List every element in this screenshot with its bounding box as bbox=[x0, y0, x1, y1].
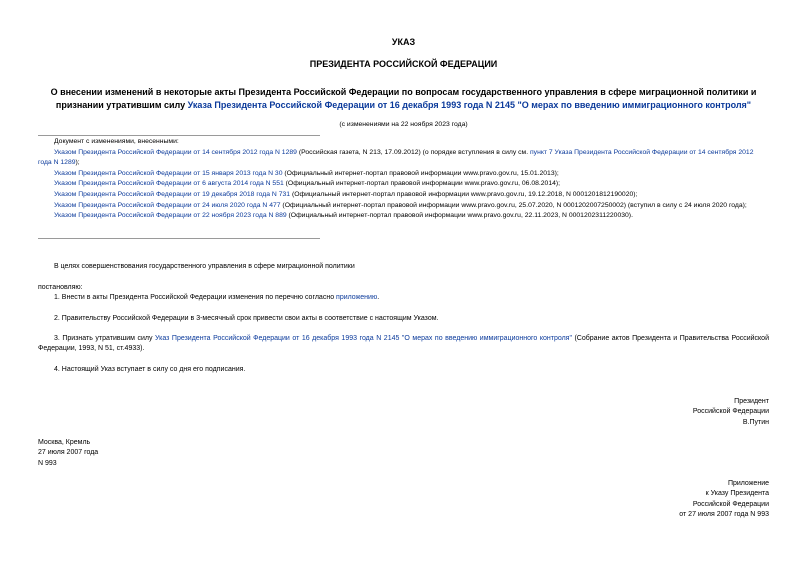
change-item: Указом Президента Российской Федерации от 22 ноября 2023 года N 889 (Официальный интернет-портал правовой информации www.pravo.gov.ru, 22.11.2023, N 0001202311220030). bbox=[54, 212, 633, 220]
appendix-ref-3: от 27 июля 2007 года N 993 bbox=[679, 511, 769, 519]
document-heading-issuer: ПРЕЗИДЕНТА РОССИЙСКОЙ ФЕДЕРАЦИИ bbox=[309, 59, 498, 69]
appendix-ref-2: Российской Федерации bbox=[692, 500, 769, 508]
paragraph-4: 4. Настоящий Указ вступает в силу со дня его подписания. bbox=[54, 366, 246, 373]
change-link[interactable]: Указом Президента Российской Федерации от 24 июля 2020 года N 477 bbox=[54, 201, 281, 209]
divider-bottom bbox=[38, 238, 320, 239]
change-link[interactable]: Указом Президента Российской Федерации от 19 декабря 2018 года N 731 bbox=[54, 190, 291, 198]
document-subject-text: О внесении изменений в некоторые акты Президента Российской Федерации по вопросам государственного управления в сфере миграционной политики и признании утратившим силу bbox=[50, 87, 757, 110]
change-link-secondary[interactable]: пункт 7 Указа Президента Российской Федерации от 14 сентября 2012 года N 1289 bbox=[38, 148, 754, 167]
decree-number: N 993 bbox=[38, 459, 57, 467]
change-item: Указом Президента Российской Федерации от 15 января 2013 года N 30 (Официальный интернет-портал правовой информации www.pravo.gov.ru, 15.01.2013); bbox=[54, 169, 559, 177]
change-link[interactable]: Указом Президента Российской Федерации от 15 января 2013 года N 30 bbox=[54, 169, 283, 177]
changes-block bbox=[38, 137, 769, 222]
preamble: В целях совершенствования государственного управления в сфере миграционной политики bbox=[54, 263, 355, 270]
signature-title: Президент bbox=[734, 398, 769, 405]
decree-word: постановляю: bbox=[38, 284, 83, 291]
change-link[interactable]: Указом Президента Российской Федерации от 6 августа 2014 года N 551 bbox=[54, 180, 284, 188]
appendix-header bbox=[500, 479, 769, 521]
signature-country: Российской Федерации bbox=[692, 408, 769, 416]
signature-name: В.Путин bbox=[742, 418, 769, 426]
appendix-link[interactable]: приложению bbox=[336, 294, 378, 301]
divider-top bbox=[38, 135, 320, 136]
appendix-title: Приложение bbox=[727, 480, 769, 487]
repealed-decree-link[interactable]: Указа Президента Российской Федерации от 16 декабря 1993 года N 2145 "О мерах по введению иммиграционного контроля" bbox=[187, 99, 752, 110]
paragraph-2: 2. Правительству Российской Федерации в 3-месячный срок привести свои акты в соответствие с настоящим Указом. bbox=[54, 315, 439, 322]
signature-block bbox=[500, 397, 769, 428]
document-subject bbox=[38, 86, 769, 111]
paragraph-1: 1. Внести в акты Президента Российской Федерации изменения по перечню согласно приложению. bbox=[54, 294, 380, 301]
repealed-decree-link-body[interactable]: Указ Президента Российской Федерации от 16 декабря 1993 года N 2145 "О мерах по введению иммиграционного контроля" bbox=[155, 335, 572, 342]
change-item: Указом Президента Российской Федерации от 19 декабря 2018 года N 731 (Официальный интернет-портал правовой информации www.pravo.gov.ru, 19.12.2018, N 0001201812190020); bbox=[54, 190, 638, 198]
document-heading: УКАЗ bbox=[391, 37, 416, 47]
change-link[interactable]: Указом Президента Российской Федерации от 14 сентября 2012 года N 1289 bbox=[54, 148, 297, 156]
changes-intro: Документ с изменениями, внесенными: bbox=[54, 138, 179, 145]
revision-note: (с изменениями на 22 ноября 2023 года) bbox=[339, 121, 468, 128]
change-item: Указом Президента Российской Федерации от 6 августа 2014 года N 551 (Официальный интернет-портал правовой информации www.pravo.gov.ru, 06.08.2014); bbox=[54, 180, 561, 188]
paragraph-3: 3. Признать утратившим силу Указ Президента Российской Федерации от 16 декабря 1993 года N 2145 "О мерах по введению иммиграционного контроля" (Собрание актов Президента и Правительства Российской Федерации, 1993, N 51, ст.4933). bbox=[38, 335, 769, 353]
signing-date: 27 июля 2007 года bbox=[38, 449, 99, 457]
place-date-block bbox=[38, 438, 338, 469]
change-item: Указом Президента Российской Федерации от 24 июля 2020 года N 477 (Официальный интернет-портал правовой информации www.pravo.gov.ru, 25.07.2020, N 0001202007250002) (вступил в силу с 24 июля 2020 года); bbox=[54, 201, 747, 209]
appendix-ref-1: к Указу Президента bbox=[705, 490, 769, 498]
change-item: Указом Президента Российской Федерации от 14 сентября 2012 года N 1289 (Российская газета, N 213, 17.09.2012) (о порядке вступления в силу см. пункт 7 Указа Президента Российской Федерации от 14 сентября 2012 года N 1289); bbox=[38, 148, 754, 167]
place: Москва, Кремль bbox=[38, 439, 91, 446]
change-link[interactable]: Указом Президента Российской Федерации от 22 ноября 2023 года N 889 bbox=[54, 212, 287, 220]
